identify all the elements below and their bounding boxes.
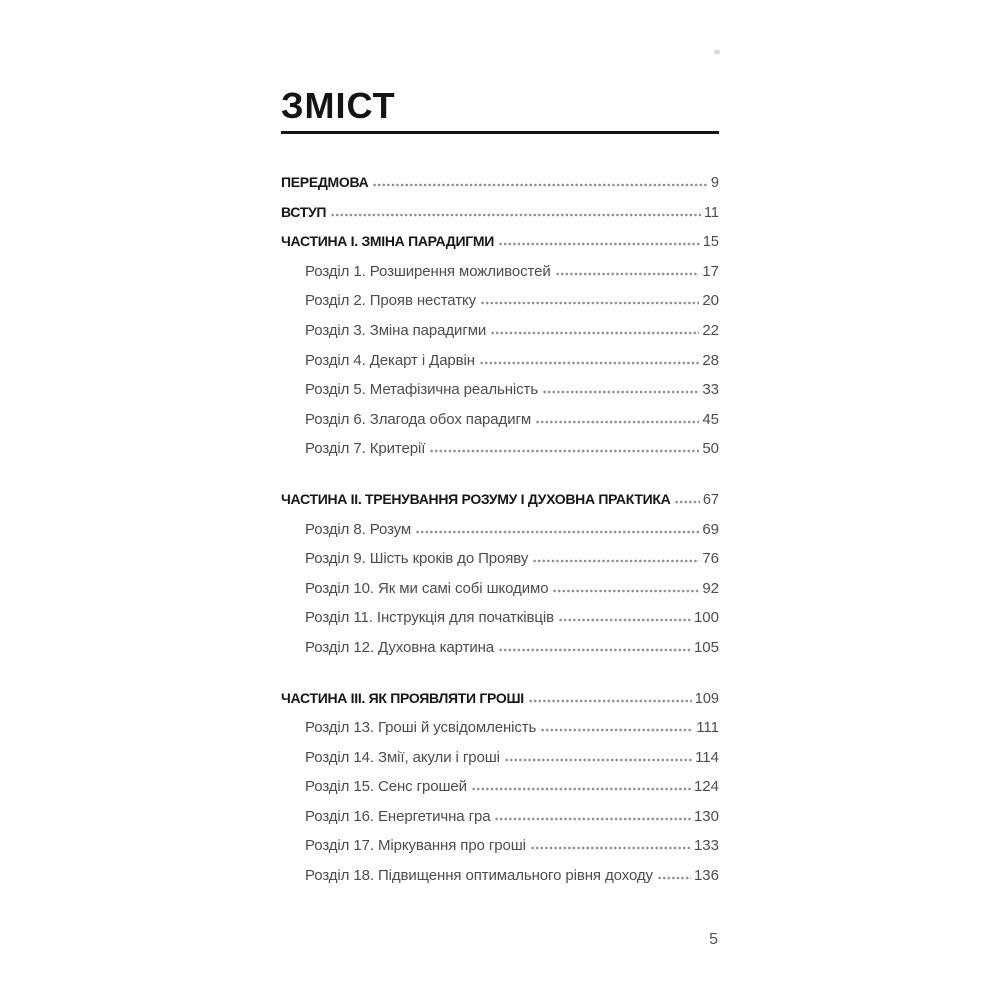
dot-leader: [481, 301, 699, 305]
toc-entry-label: Розділ 10. Як ми самі собі шкодимо: [305, 579, 549, 597]
toc-entry-page: 15: [702, 234, 719, 251]
toc-entry-page: 22: [702, 321, 719, 339]
toc-entry: [281, 544, 719, 574]
toc-entry: [281, 861, 719, 891]
toc-entry-label: Розділ 9. Шість кроків до Прояву: [305, 550, 529, 568]
toc-entry-label: ВСТУП: [281, 203, 327, 220]
toc-entry: [281, 633, 719, 663]
toc-entry: [281, 802, 719, 832]
toc-entry: [281, 375, 719, 405]
toc-entry-page: 69: [702, 520, 719, 538]
toc-entry-label: Розділ 2. Прояв нестатку: [305, 292, 477, 310]
dot-leader: [373, 183, 707, 187]
toc-entry-page: 11: [703, 204, 719, 221]
dot-leader: [543, 390, 699, 394]
footer-page-number: 5: [709, 931, 718, 948]
toc-entry-label: Розділ 3. Зміна парадигми: [305, 321, 487, 339]
toc-entry-page: 33: [702, 381, 719, 399]
dot-leader: [499, 242, 700, 246]
dot-leader: [505, 758, 692, 762]
toc-entry: [281, 316, 719, 346]
toc-entry-label: ЧАСТИНА І. ЗМІНА ПАРАДИГМИ: [281, 233, 494, 250]
toc-entry: [281, 743, 719, 773]
toc-entry: [281, 713, 719, 743]
toc-entry-label: Розділ 17. Міркування про гроші: [305, 837, 526, 855]
toc-entry: [281, 574, 719, 604]
toc-entry: [281, 434, 719, 464]
dot-leader: [658, 876, 691, 880]
toc-entry: [281, 684, 719, 714]
toc-entry-label: ЧАСТИНА ІІІ. ЯК ПРОЯВЛЯТИ ГРОШІ: [281, 689, 524, 706]
dot-leader: [556, 272, 700, 276]
dot-leader: [472, 787, 691, 791]
toc-entry: [281, 831, 719, 861]
toc-entry-label: Розділ 1. Розширення можливостей: [305, 262, 551, 280]
toc-entry-page: 105: [693, 638, 719, 656]
dot-leader: [495, 817, 691, 821]
dot-leader: [416, 530, 699, 534]
toc-entry-page: 100: [693, 609, 719, 627]
toc-entry-page: 76: [702, 550, 719, 568]
page-title: ЗМІСТ: [281, 85, 396, 126]
toc-entry: [281, 485, 719, 515]
dot-leader: [331, 213, 701, 217]
toc-entry-label: Розділ 4. Декарт і Дарвін: [305, 351, 475, 369]
toc-entry-page: 124: [693, 778, 719, 796]
dot-leader: [536, 420, 699, 424]
toc-entry-label: Розділ 13. Гроші й усвідомленість: [305, 719, 537, 737]
toc-entry: [281, 405, 719, 435]
dot-leader: [559, 618, 691, 622]
toc-entry: [281, 168, 719, 198]
table-of-contents: [281, 168, 719, 891]
print-artifact-mark: [714, 50, 720, 54]
toc-entry-label: Розділ 5. Метафізична реальність: [305, 381, 539, 399]
dot-leader: [491, 331, 699, 335]
dot-leader: [553, 589, 699, 593]
toc-entry-page: 20: [702, 292, 719, 310]
toc-entry-page: 133: [693, 837, 719, 855]
toc-entry-page: 28: [702, 351, 719, 369]
toc-entry-label: ЧАСТИНА ІІ. ТРЕНУВАННЯ РОЗУМУ І ДУХОВНА ПРАКТИКА: [281, 490, 671, 507]
title-underline-rule: [281, 131, 719, 134]
dot-leader: [531, 846, 691, 850]
toc-entry: [281, 257, 719, 287]
toc-entry-page: 67: [702, 491, 719, 508]
dot-leader: [675, 500, 699, 504]
toc-entry-page: 111: [696, 719, 719, 737]
toc-entry-label: Розділ 18. Підвищення оптимального рівня доходу: [305, 867, 653, 885]
toc-entry-page: 17: [702, 262, 719, 280]
toc-content: [281, 85, 719, 891]
toc-entry: [281, 346, 719, 376]
toc-entry-label: Розділ 7. Критерії: [305, 440, 426, 458]
toc-entry: [281, 198, 719, 228]
toc-entry: [281, 515, 719, 545]
dot-leader: [480, 361, 699, 365]
toc-entry: [281, 227, 719, 257]
dot-leader: [533, 559, 699, 563]
toc-entry-page: 50: [702, 440, 719, 458]
toc-entry: [281, 772, 719, 802]
toc-entry: [281, 286, 719, 316]
toc-entry-label: Розділ 12. Духовна картина: [305, 638, 495, 656]
toc-entry-label: Розділ 16. Енергетична гра: [305, 807, 491, 825]
toc-entry-page: 92: [702, 579, 719, 597]
toc-entry-label: Розділ 8. Розум: [305, 520, 412, 538]
toc-entry-page: 109: [694, 690, 719, 707]
toc-entry-page: 136: [693, 867, 719, 885]
dot-leader: [499, 648, 691, 652]
toc-entry-page: 9: [710, 175, 719, 191]
dot-leader: [430, 449, 699, 453]
dot-leader: [541, 728, 693, 732]
toc-entry-page: 130: [693, 807, 719, 825]
toc-entry-label: Розділ 11. Інструкція для початківців: [305, 609, 554, 627]
toc-entry-page: 114: [695, 748, 719, 766]
toc-entry-label: Розділ 15. Сенс грошей: [305, 778, 467, 796]
toc-entry-label: ПЕРЕДМОВА: [281, 174, 369, 190]
toc-entry-page: 45: [702, 410, 719, 428]
toc-entry: [281, 603, 719, 633]
toc-entry-label: Розділ 6. Злагода обох парадигм: [305, 410, 532, 428]
dot-leader: [529, 699, 692, 703]
toc-entry-label: Розділ 14. Змії, акули і гроші: [305, 748, 500, 766]
